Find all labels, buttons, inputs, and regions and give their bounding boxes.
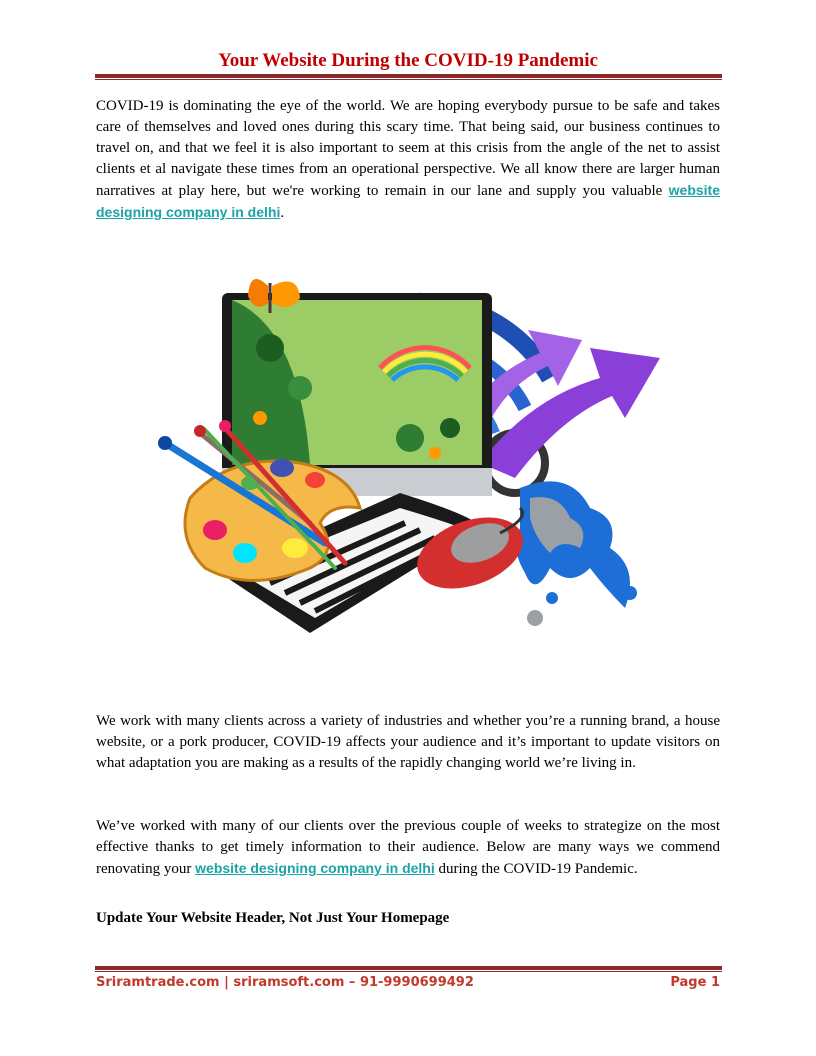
strategy-text-end: during the COVID-19 Pandemic. [434,861,638,877]
page-title: Your Website During the COVID-19 Pandemic [218,50,598,71]
footer-contact: Sriramtrade.com | sriramsoft.com – 91-9990699492 [96,975,474,990]
website-designing-link[interactable]: website designing company in delhi [96,182,720,220]
footer-divider [95,966,722,970]
page-number: Page 1 [670,975,720,990]
clients-paragraph: We work with many clients across a variety of industries and whether you’re a running brand, a house website, or a pork producer, COVID-19 affects your audience and it’s important to update visitors on what adaptation you are making as a results of the rapidly changing world we’re living in. [96,713,720,771]
web-design-illustration [150,268,680,668]
footer-divider-thin [95,971,722,972]
intro-text: COVID-19 is dominating the eye of the world. We are hoping everybody pursue to be safe and takes care of themselves and loved ones during this scary time. That being said, our business continues to travel on, and that we feel it is also important to seem at this crisis from the angle of the net to assist clients et al navigate these times from an operational perspective. We all know there are larger human narratives at play here, but we're working to remain in our lane and supply you valuable [96,98,720,199]
section-heading: Update Your Website Header, Not Just Your Homepage [96,910,450,926]
illustration-svg [150,268,680,668]
strategy-paragraph [96,816,720,880]
strategy-text: We’ve worked with many of our clients over the previous couple of weeks to strategize on the most effective thanks to get timely information to their audience. Below are many ways we commend renovating your [96,818,720,877]
header-divider-thin [95,79,722,80]
intro-text-end: . [280,205,285,221]
paint-splash [516,481,637,626]
intro-paragraph [96,96,720,224]
website-designing-link-2[interactable]: website designing company in delhi [195,860,435,876]
header-divider [95,74,722,78]
